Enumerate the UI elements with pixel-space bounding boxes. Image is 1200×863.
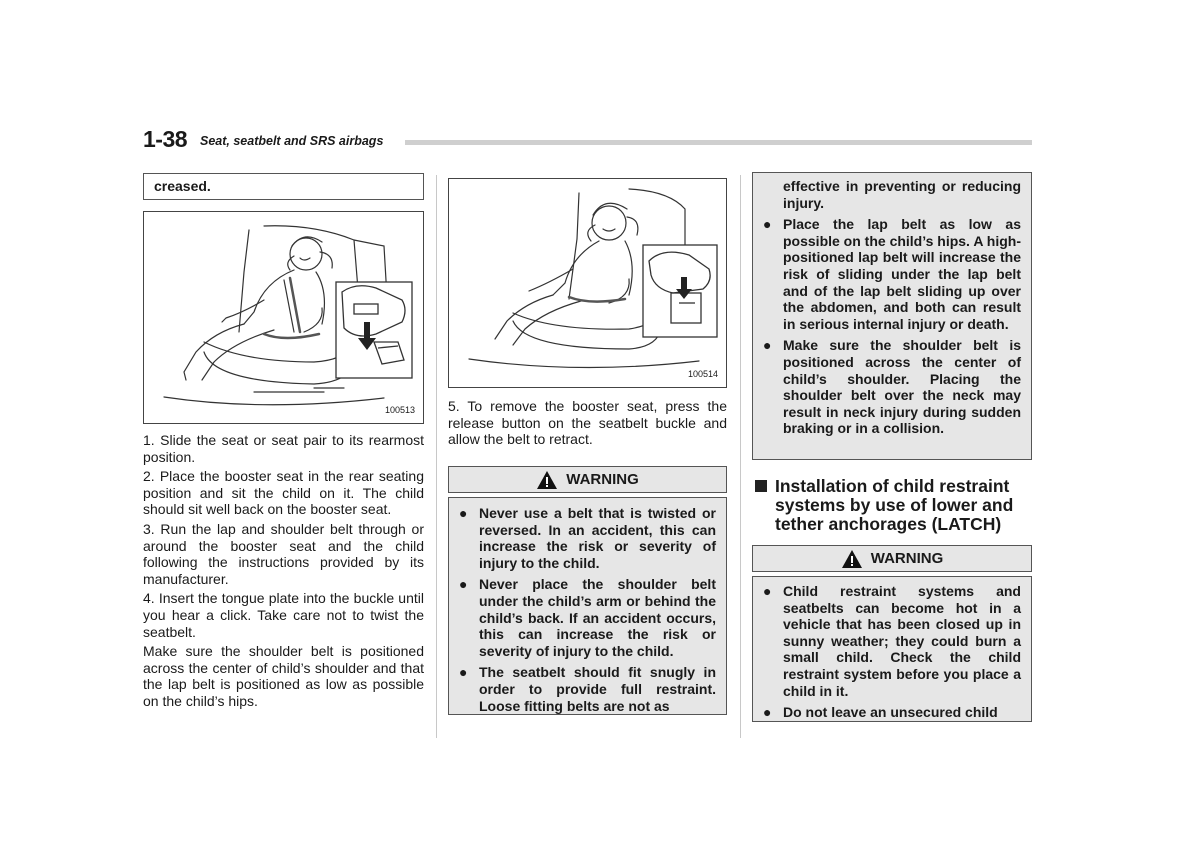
figure-number: 100513 bbox=[384, 405, 415, 415]
warning-body bbox=[448, 497, 727, 715]
bullet-dot: ● bbox=[763, 216, 772, 233]
page-number: 1-38 bbox=[143, 126, 188, 152]
bullet-dot: ● bbox=[763, 337, 772, 354]
bullet-dot: ● bbox=[763, 583, 772, 599]
remove-booster-illustration bbox=[449, 179, 726, 387]
warning-item bbox=[753, 216, 1021, 332]
continuation-text: creased. bbox=[154, 178, 211, 194]
section-title: Seat, seatbelt and SRS airbags bbox=[200, 134, 384, 148]
step-3: 3. Run the lap and shoulder belt through or around the booster seat and the child following the instructions provided by its manufacturer. bbox=[143, 520, 424, 587]
header-rule bbox=[405, 140, 1032, 145]
figure-number: 100514 bbox=[687, 369, 718, 379]
warning-header bbox=[448, 466, 727, 493]
step-5: 5. To remove the booster seat, press the release button on the seatbelt buckle and allow the belt to retract. bbox=[448, 398, 727, 448]
warning-item bbox=[753, 583, 1021, 699]
heading-text: Installation of child restraint systems by use of lower and tether anchorages (LATCH) bbox=[775, 476, 1014, 534]
step-4: 4. Insert the tongue plate into the buckle until you hear a click. Take care not to twist the seatbelt. bbox=[143, 590, 424, 640]
continuation-text: effective in preventing or reducing injury. bbox=[783, 178, 1021, 211]
section-heading bbox=[755, 477, 1035, 534]
bullet-dot: ● bbox=[459, 576, 468, 593]
bullet-dot: ● bbox=[459, 664, 468, 681]
bullet-dot: ● bbox=[763, 704, 772, 721]
column-divider-1 bbox=[436, 175, 437, 738]
heading-square-icon bbox=[755, 480, 767, 492]
column-divider-2 bbox=[740, 175, 741, 738]
warning-triangle-icon bbox=[841, 549, 863, 569]
figure-booster-seat-buckle bbox=[143, 211, 424, 424]
warning-body bbox=[752, 576, 1032, 722]
col1-body bbox=[143, 432, 424, 710]
warning-item bbox=[449, 664, 716, 714]
warning-item-text: Do not leave an unsecured child bbox=[783, 704, 998, 721]
warning-item-text: Never place the shoulder belt under the child’s arm or behind the child’s back. If an accident occurs, this can increase the risk or severity of injury to the child. bbox=[479, 576, 716, 659]
warning-title: WARNING bbox=[566, 471, 639, 488]
figure-remove-booster bbox=[448, 178, 727, 388]
bullet-dot: ● bbox=[459, 505, 468, 521]
warning-list bbox=[753, 216, 1021, 437]
booster-seat-illustration bbox=[144, 212, 423, 423]
warning-title: WARNING bbox=[870, 550, 944, 567]
belt-position-note: Make sure the shoulder belt is positioned across the center of child’s shoulder and that the lap belt is positioned as low as possible on the child’s hips. bbox=[143, 643, 424, 709]
warning-item bbox=[449, 505, 716, 571]
warning-item-text: The seatbelt should fit snugly in order to provide full restraint. Loose fitting belts are not as bbox=[479, 664, 716, 714]
warning-triangle-icon bbox=[536, 470, 558, 490]
warning-continuation-body bbox=[752, 172, 1032, 460]
warning-continuation-box bbox=[143, 173, 424, 200]
warning-list bbox=[753, 583, 1021, 721]
warning-item-text: Place the lap belt as low as possible on the child’s hips. A high-positioned lap belt will increase the risk of sliding under the lap belt and of the lap belt sliding up over the abdomen, and both can result in serious internal injury or death. bbox=[783, 216, 1022, 332]
warning-list bbox=[449, 505, 716, 714]
warning-item bbox=[753, 704, 1021, 721]
warning-item-text: Make sure the shoulder belt is positioned across the center of child’s shoulder. Placing the shoulder belt over the neck may result in neck injury during sudden braking or in a collision. bbox=[783, 337, 1021, 437]
warning-header bbox=[752, 545, 1032, 572]
step-2: 2. Place the booster seat in the rear seating position and sit the child on it. The child should sit well back on the booster seat. bbox=[143, 468, 424, 518]
warning-item-text: Child restraint systems and seatbelts can become hot in a vehicle that has been closed up in sunny weather; they could burn a small child. Check the child restraint system before you place a child in it. bbox=[783, 583, 1021, 699]
warning-item-text: Never use a belt that is twisted or reversed. In an accident, this can increase the risk or severity of injury to the child. bbox=[479, 505, 716, 571]
warning-item bbox=[753, 337, 1021, 437]
warning-item bbox=[449, 576, 716, 659]
step-1: 1. Slide the seat or seat pair to its rearmost position. bbox=[143, 432, 424, 465]
